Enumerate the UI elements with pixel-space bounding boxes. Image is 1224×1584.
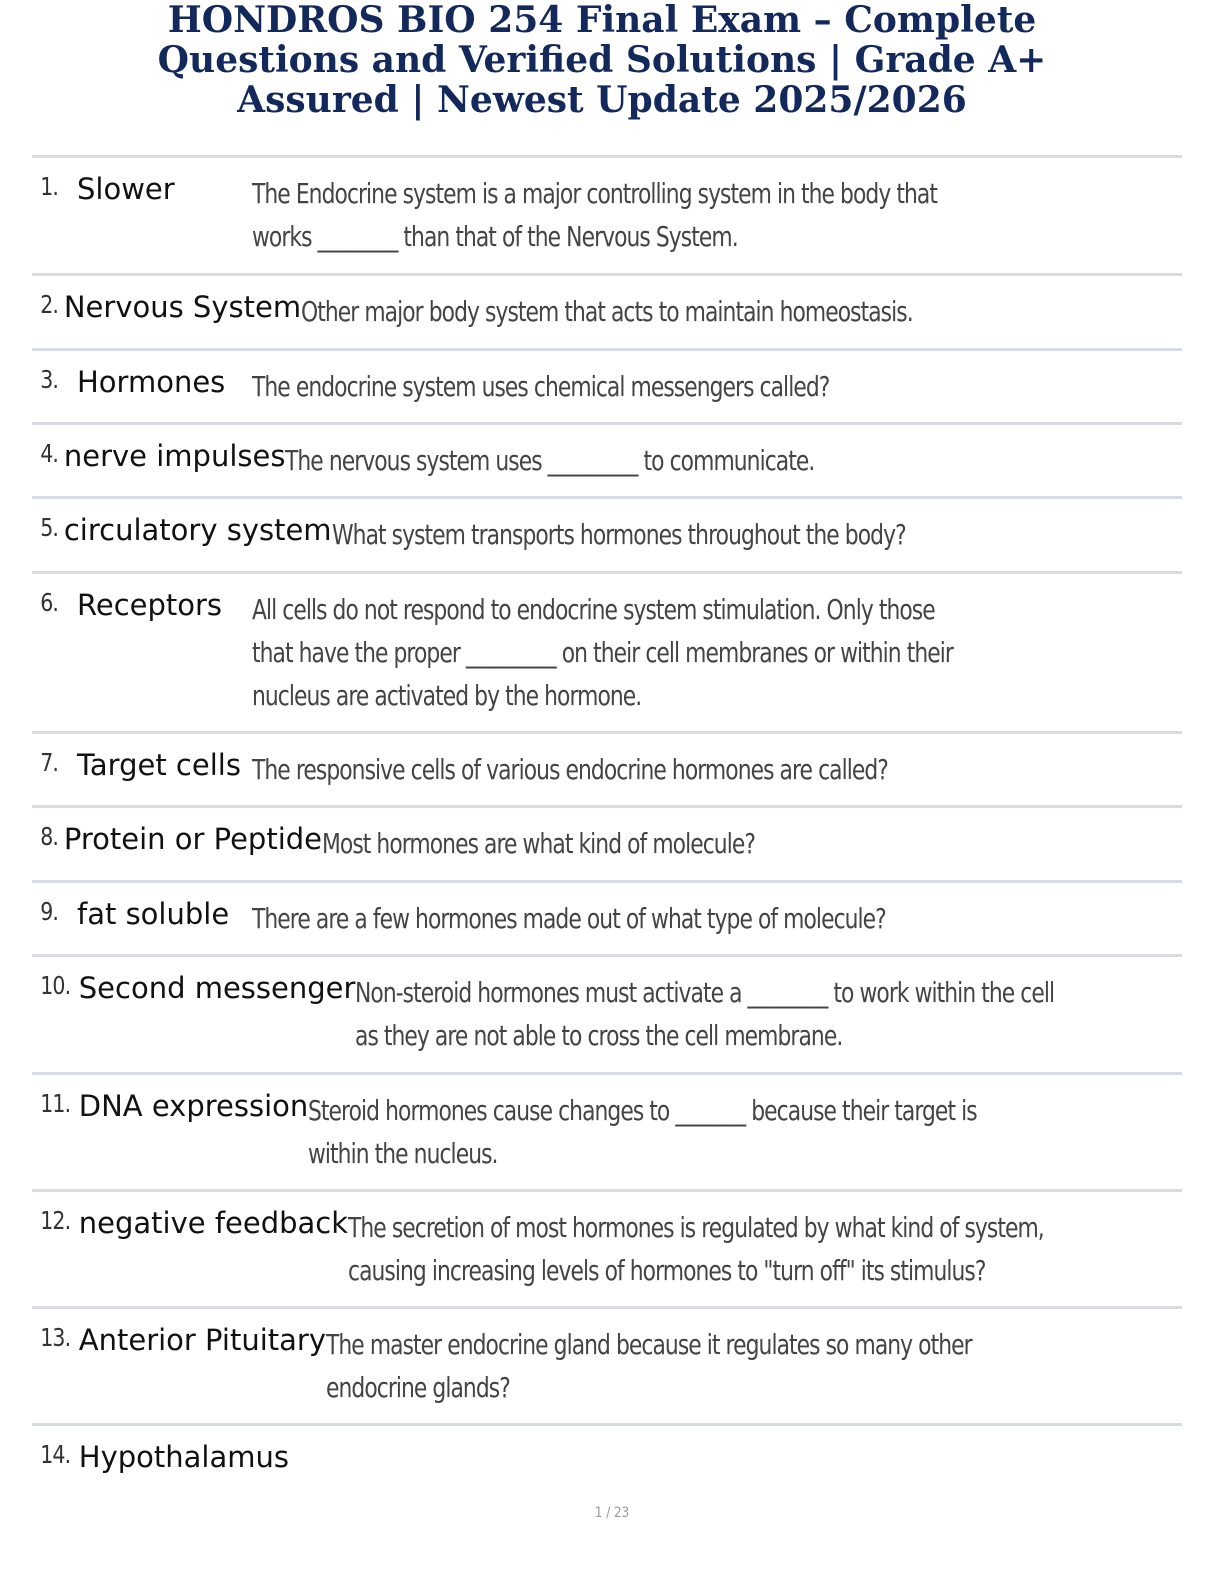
list-item (32, 496, 1182, 571)
item-term: circulatory system (63, 513, 332, 547)
item-term: Nervous System (63, 290, 302, 324)
item-term: DNA expression (78, 1089, 309, 1123)
list-item (32, 1072, 1182, 1189)
document-title (0, 0, 1204, 120)
item-definition: The nervous system uses _________ to communicate. (285, 444, 815, 477)
item-number: 12. (40, 1206, 71, 1235)
item-number: 14. (40, 1440, 71, 1469)
list-item (32, 571, 1182, 731)
item-number: 13. (40, 1323, 71, 1352)
item-definition: What system transports hormones throughout the body? (331, 518, 906, 551)
item-definition: The Endocrine system is a major controlling system in the body that works ________ than that of the Nervous System. (252, 177, 937, 253)
title-line-2: Questions and Verified Solutions | Grade A+ (157, 39, 1047, 81)
item-number: 1. (40, 172, 59, 201)
item-term: Target cells (77, 748, 241, 782)
list-item (32, 880, 1182, 954)
title-line-1: HONDROS BIO 254 Final Exam – Complete (167, 0, 1037, 41)
item-definition: The secretion of most hormones is regulated by what kind of system, causing increasing levels of hormones to "turn off" its stimulus? (348, 1211, 1044, 1287)
list-item (32, 348, 1182, 422)
item-number: 8. (40, 822, 59, 851)
item-term: nerve impulses (63, 439, 286, 473)
list-item (32, 731, 1182, 805)
item-term: negative feedback (78, 1206, 349, 1240)
item-term: Receptors (77, 588, 223, 622)
item-number: 4. (40, 439, 59, 468)
item-definition: Steroid hormones cause changes to _______ because their target is within the nucleus. (308, 1094, 977, 1170)
item-definition: Other major body system that acts to maintain homeostasis. (301, 295, 913, 328)
title-line-3: Assured | Newest Update 2025/2026 (237, 79, 967, 121)
item-definition: Most hormones are what kind of molecule? (322, 827, 755, 860)
item-definition: There are a few hormones made out of what type of molecule? (252, 902, 886, 935)
list-item (32, 1189, 1182, 1306)
item-number: 11. (40, 1089, 71, 1118)
item-definition: The endocrine system uses chemical messengers called? (252, 370, 830, 403)
item-definition: The responsive cells of various endocrine hormones are called? (252, 753, 888, 786)
list-item (32, 422, 1182, 496)
item-term: Hormones (77, 365, 226, 399)
item-term: Anterior Pituitary (78, 1323, 327, 1357)
item-term: fat soluble (77, 897, 230, 931)
item-term: Protein or Peptide (63, 822, 322, 856)
item-number: 7. (40, 748, 59, 777)
item-term: Hypothalamus (78, 1440, 289, 1474)
list-item (32, 155, 1182, 273)
list-item (32, 805, 1182, 880)
list-item (32, 954, 1182, 1072)
item-term: Second messenger (78, 971, 356, 1005)
item-number: 3. (40, 365, 59, 394)
list-item (32, 1423, 1182, 1493)
item-definition: The master endocrine gland because it regulates so many other endocrine glands? (326, 1328, 972, 1404)
page-number: 1 / 23 (594, 1505, 630, 1521)
item-number: 6. (40, 588, 59, 617)
item-definition: All cells do not respond to endocrine system stimulation. Only those that have the proper _________ on their cell membranes or within their nucleus are activated by the hormone. (252, 593, 953, 712)
list-item (32, 1306, 1182, 1423)
item-number: 9. (40, 897, 59, 926)
flashcard-list (32, 155, 1182, 1493)
item-number: 2. (40, 290, 59, 319)
item-number: 5. (40, 513, 59, 542)
list-item (32, 273, 1182, 348)
item-term: Slower (77, 172, 175, 206)
item-number: 10. (40, 971, 71, 1000)
item-definition: Non-steroid hormones must activate a ________ to work within the cell as they are not able to cross the cell membrane. (355, 976, 1055, 1052)
